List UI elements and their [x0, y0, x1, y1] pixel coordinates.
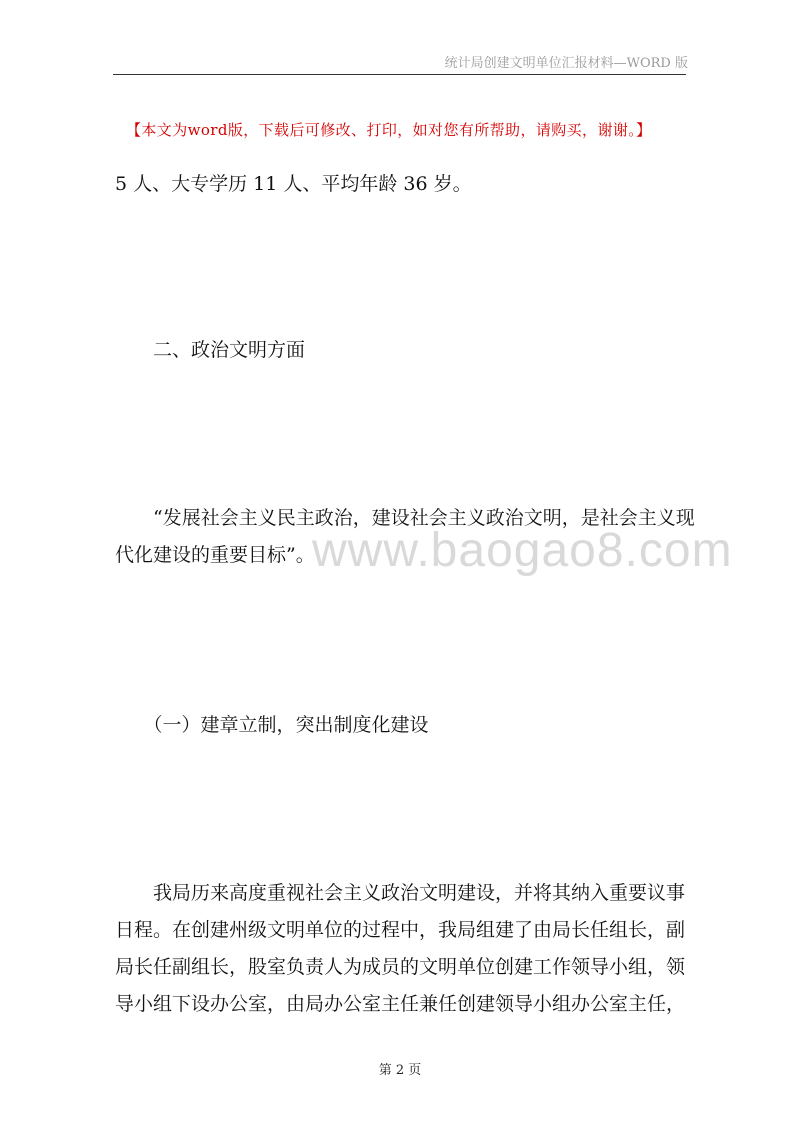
text-line: 日程。在创建州级文明单位的过程中，我局组建了由局长任组长，副: [115, 919, 686, 941]
text-line: （一）建章立制，突出制度化建设: [115, 714, 429, 736]
subsection-heading-institution: [115, 707, 687, 744]
page-number: 第 2 页: [378, 1063, 422, 1078]
paragraph-staff-stats: [115, 166, 687, 203]
section-heading-political: [115, 332, 687, 369]
text-line: 导小组下设办公室，由局办公室主任兼任创建领导小组办公室主任，: [115, 993, 686, 1015]
watermark: www.baogao8.com: [312, 524, 733, 577]
purchase-notice: 【本文为word版，下载后可修改、打印，如对您有所帮助，请购买，谢谢。】: [126, 121, 652, 139]
text-line: 局长任副组长，股室负责人为成员的文明单位创建工作领导小组，领: [115, 956, 686, 978]
text-line: 二、政治文明方面: [115, 339, 306, 361]
text-line: “发展社会主义民主政治，建设社会主义政治文明，是社会主义现: [115, 507, 695, 529]
running-header: 统计局创建文明单位汇报材料—WORD 版: [444, 56, 688, 71]
header-divider: [113, 74, 686, 75]
text-line: 5 人、大专学历 11 人、平均年龄 36 岁。: [115, 173, 472, 195]
paragraph-body: [115, 875, 687, 1023]
text-line: 代化建设的重要目标”。: [115, 544, 315, 566]
text-line: 我局历来高度重视社会主义政治文明建设，并将其纳入重要议事: [115, 882, 686, 904]
